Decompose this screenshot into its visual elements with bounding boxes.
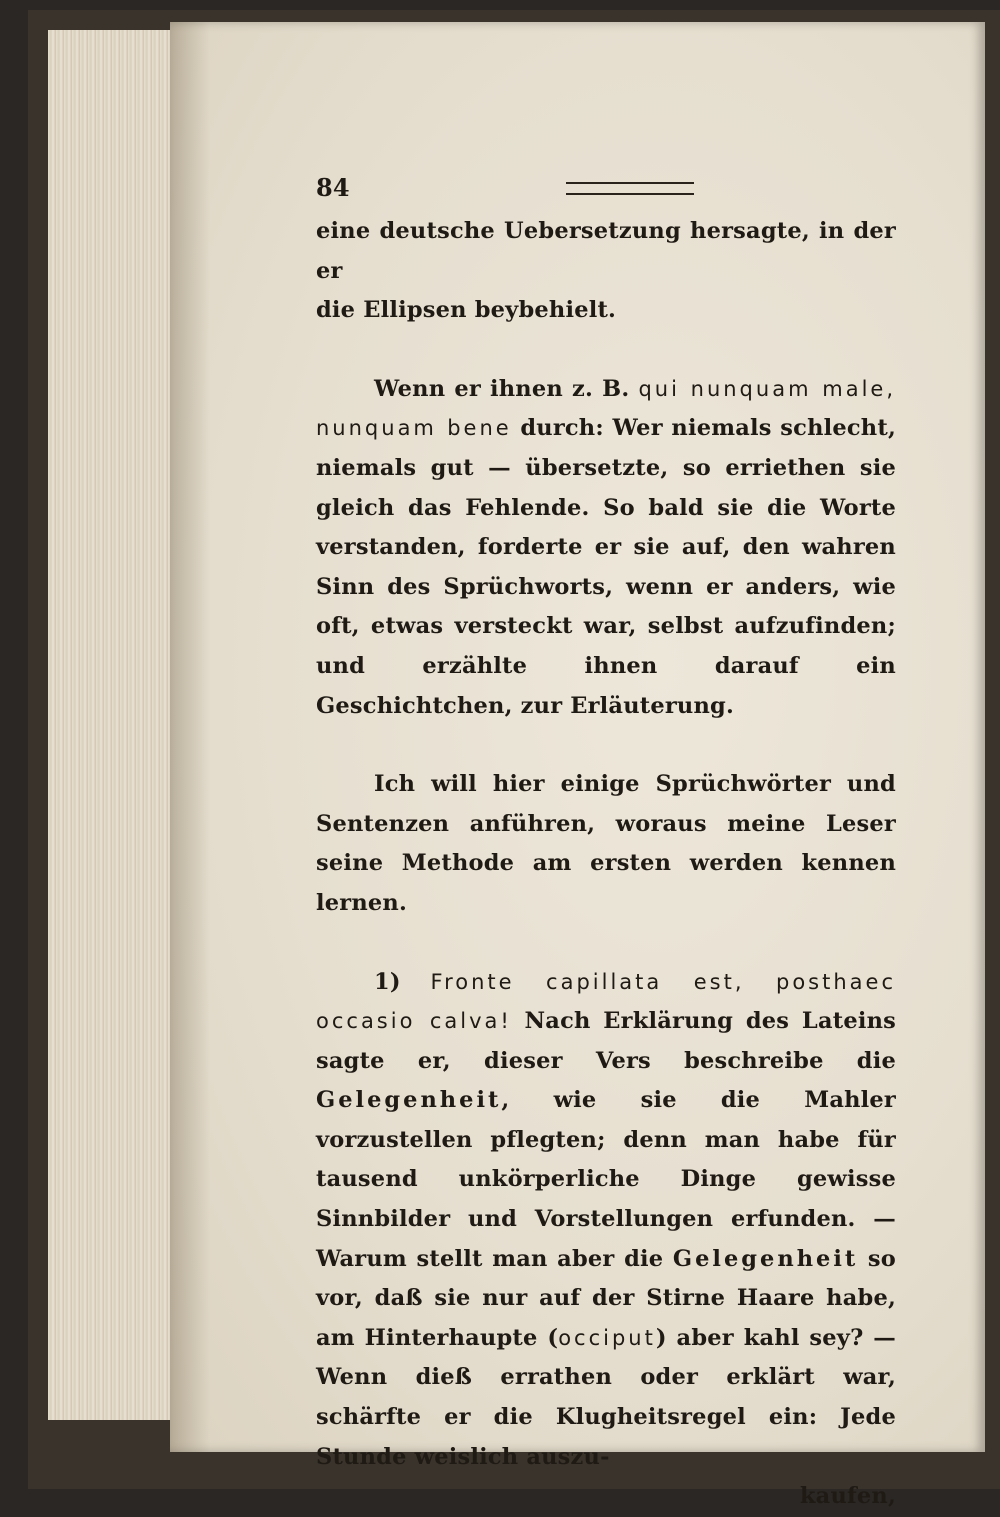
latin-phrase: qui nunquam male, nunquam bene	[316, 376, 896, 441]
paragraph-4-text: so vor, daß sie nur auf der Stirne Haare habe, am Hinterhaupte (	[316, 1245, 897, 1351]
list-number: 1)	[374, 968, 431, 995]
paragraph-4	[316, 963, 896, 1478]
page-header	[316, 168, 896, 208]
page-gutter-shadow	[170, 22, 210, 1452]
paragraph-4-text: , wie sie die Mahler vorzustellen pflegten; denn man habe für tausend unkörperliche Dinge gewisse Sinnbilder und Vorstellungen erfunden. — Warum stellt man aber die	[316, 1087, 896, 1272]
paragraph-1	[316, 212, 896, 331]
paragraph-2-text: durch: Wer niemals schlecht, niemals gut — übersetzte, so erriethen sie gleich das Fehlende. So bald sie die Worte verstanden, forderte er sie auf, den wahren Sinn des Sprüchworts, wenn er anders, wie oft, etwas versteckt war, selbst aufzufinden; und erzählte ihnen darauf ein Geschichtchen, zur Erläuterung.	[316, 415, 896, 719]
paragraph-2-text: Wenn er ihnen z. B.	[374, 375, 639, 402]
paragraph-3: Ich will hier einige Sprüchwörter und Sentenzen anführen, woraus meine Leser seine Methode am ersten werden kennen lernen.	[316, 771, 896, 916]
paragraph-2	[316, 370, 896, 726]
header-rule	[566, 182, 694, 195]
page-number: 84	[316, 173, 350, 203]
emphasized-word: Gelegenheit	[672, 1245, 859, 1272]
page-text-block	[316, 168, 896, 1517]
page-edges	[48, 30, 178, 1420]
catchword: kaufen,	[799, 1483, 896, 1510]
latin-proverb: Fronte capillata est, posthaec occasio calva!	[316, 969, 896, 1034]
paragraph-4-text: ) aber kahl sey? — Wenn dieß errathen oder erklärt war, schärfte er die Klugheitsregel ein: Jede Stunde weislich auszu-	[316, 1324, 897, 1470]
paragraph-4-text: Nach Erklärung des Lateins sagte er, dieser Vers beschreibe die	[316, 1008, 897, 1074]
emphasized-word: Gelegenheit	[316, 1087, 502, 1114]
paragraph-1-line-1: eine deutsche Uebersetzung hersagte, in der er	[316, 218, 896, 284]
latin-word: occiput	[558, 1325, 656, 1350]
paragraph-1-line-2: die Ellipsen beybehielt.	[316, 297, 617, 324]
